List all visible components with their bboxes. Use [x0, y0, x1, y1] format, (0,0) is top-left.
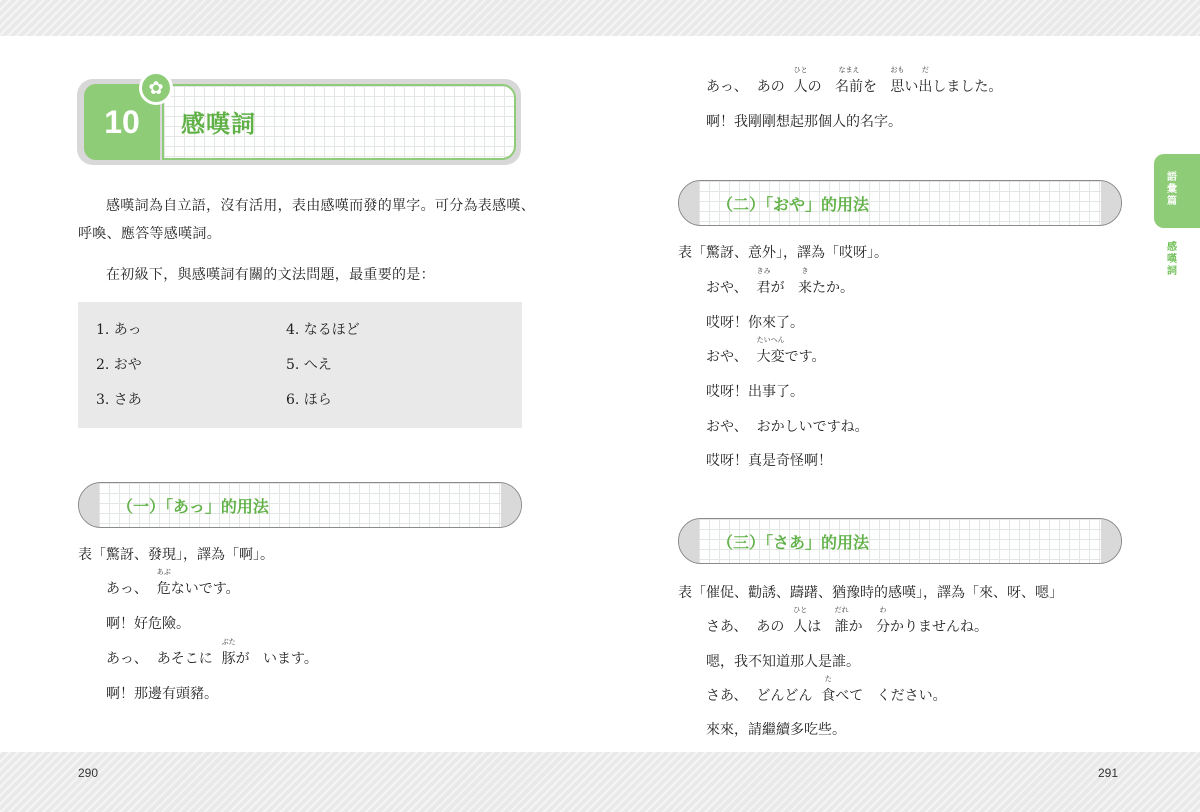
- section-desc: 表「驚訝、發現」，譯為「啊」。: [78, 547, 274, 563]
- list-item: 2. おや: [96, 357, 142, 373]
- example-translation: 啊！好危險。: [106, 616, 190, 632]
- section-heading-3: [678, 518, 1122, 564]
- intro-line-3: 在初級下，與感嘆詞有關的文法問題，最重要的是：: [106, 267, 435, 283]
- example-translation: 啊！那邊有頭豬。: [106, 686, 218, 702]
- example-sentence: おや、 大変 たいへん です。: [706, 336, 826, 365]
- list-item: 1. あっ: [96, 322, 142, 338]
- page-number-right: 291: [1098, 766, 1119, 780]
- intro-line-2: 呼喚、應答等感嘆詞。: [78, 226, 221, 242]
- list-item: 5. へえ: [286, 357, 332, 373]
- example-translation: 哎呀！你來了。: [706, 315, 804, 331]
- side-tab-sublabel: 感嘆詞: [1167, 242, 1177, 277]
- section-heading-text: （一）「あっ」的用法: [117, 497, 269, 516]
- flower-icon: ✿: [139, 71, 173, 105]
- intro-line-1: 感嘆詞為自立語，沒有活用，表由感嘆而發的單字。可分為表感嘆、: [106, 198, 535, 214]
- section-desc: 表「催促、勸誘、躊躇、猶豫時的感嘆」，譯為「來、呀、嗯」: [678, 585, 1063, 601]
- example-sentence: おや、 君 きみ が 来 き たか。: [706, 267, 854, 296]
- example-sentence: おや、 おかしいですね。: [706, 419, 869, 435]
- example-translation: 來來，請繼續多吃些。: [706, 722, 846, 738]
- section-heading-2: [678, 180, 1122, 226]
- example-translation: 哎呀！真是奇怪啊！: [706, 453, 832, 469]
- example-sentence: さあ、 あの 人 ひと は 誰 だれ か 分 わ かりませんね。: [706, 606, 988, 635]
- bottom-band: [0, 752, 1200, 812]
- section-heading-text: （三）「さあ」的用法: [717, 533, 870, 552]
- example-translation: 啊！我剛剛想起那個人的名字。: [706, 114, 902, 130]
- list-item: 3. さあ: [96, 392, 142, 408]
- example-translation: 哎呀！出事了。: [706, 384, 804, 400]
- example-sentence: あっ、 あの 人 ひと の 名前 なまえ を 思 おも い出 だ しました。: [706, 66, 1003, 95]
- example-sentence: あっ、 あそこに 豚 ぶた が います。: [106, 638, 318, 667]
- chapter-title: 感嘆詞: [181, 110, 256, 138]
- example-sentence: さあ、 どんどん 食 た べて ください。: [706, 675, 947, 704]
- chapter-number: 10: [84, 84, 160, 160]
- top-band: [0, 0, 1200, 36]
- section-desc: 表「驚訝、意外」，譯為「哎呀」。: [678, 245, 888, 261]
- page-number-left: 290: [78, 766, 99, 780]
- section-heading-text: （二）「おや」的用法: [717, 195, 870, 214]
- example-sentence: あっ、 危 あぶ ないです。: [106, 568, 240, 597]
- list-item: 6. ほら: [286, 392, 332, 408]
- example-translation: 嗯，我不知道那人是誰。: [706, 654, 860, 670]
- list-item: 4. なるほど: [286, 322, 360, 338]
- section-heading-1: [78, 482, 522, 528]
- side-tab-label: 語彙篇: [1167, 172, 1177, 207]
